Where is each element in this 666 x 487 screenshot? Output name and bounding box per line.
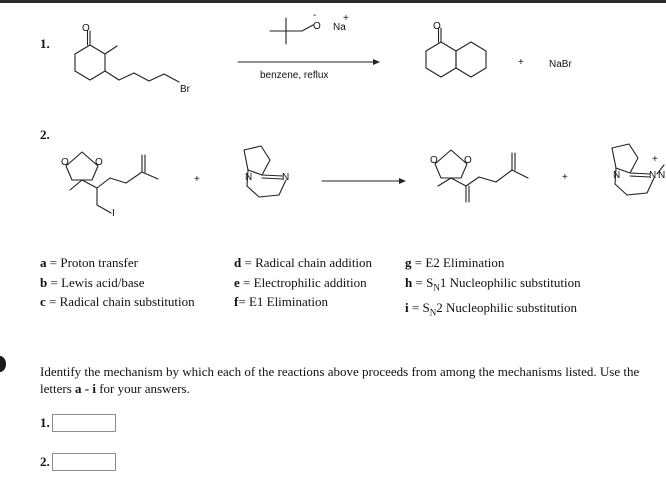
oxygen-label: O [464, 155, 472, 166]
answer-1-label: 1. [40, 415, 50, 430]
mechanism-g: g = E2 Elimination [405, 255, 505, 270]
reactant-2-structure [61, 152, 158, 219]
product-2-dbu-cation [612, 144, 665, 195]
minus-charge: - [313, 10, 317, 21]
nitrogen-label: N [649, 170, 657, 181]
legend-column-2 [234, 253, 372, 312]
nitrogen-label: N [245, 172, 253, 183]
answer-row-2 [40, 453, 116, 471]
oxygen-label: O [430, 155, 438, 166]
nitrogen-label: N [613, 170, 621, 181]
legend-column-1 [40, 253, 195, 312]
mechanism-b: b = Lewis acid/base [40, 274, 145, 290]
product-2-structure [430, 150, 528, 202]
mechanism-c: c = Radical chain substitution [40, 294, 195, 309]
plus-charge: + [652, 154, 658, 165]
page-edge-marker [0, 356, 6, 372]
letter-range: a - i [75, 381, 96, 396]
reaction-1-conditions: benzene, reflux [260, 70, 329, 81]
reaction-1-number: 1. [40, 36, 50, 51]
mechanism-i: $i = S_N2$ Nucleophilic substitution [405, 299, 578, 318]
reagent-dbu [244, 146, 289, 197]
mechanism-a: a = Proton transfer [40, 255, 138, 270]
plus-charge: + [343, 13, 349, 24]
question-text: Identify the mechanism by which each of the reactions above proceeds from among the mechanisms listed. Use the letters a - i for your answers. [40, 364, 640, 396]
bromine-label: Br [180, 84, 190, 95]
plus-sign: + [518, 57, 524, 68]
mechanism-e: e = Electrophilic addition [234, 274, 367, 290]
answer-2-label: 2. [40, 454, 50, 469]
plus-sign: + [194, 174, 200, 185]
reaction-2-number: 2. [40, 127, 50, 142]
reaction-1-arrowhead [373, 59, 380, 65]
oxygen-label: O [95, 157, 103, 168]
iodine-label: I [112, 208, 115, 219]
sodium-label: Na [333, 22, 346, 33]
mechanism-h: $h = S_N1$ Nucleophilic substitution [405, 274, 581, 293]
reaction-2-arrowhead [399, 178, 406, 184]
reaction-scheme [0, 0, 666, 230]
oxygen-label: O [82, 23, 90, 34]
legend-column-3 [405, 253, 581, 323]
nitrogen-label: N [658, 170, 666, 181]
mechanism-d: d = Radical chain addition [234, 255, 373, 270]
oxygen-label: O [313, 21, 321, 32]
byproduct-nabr: NaBr [549, 59, 572, 70]
nitrogen-label: N [282, 172, 290, 183]
answer-2-input[interactable] [52, 453, 116, 471]
reagent-tert-butoxide [270, 10, 349, 44]
answer-row-1 [40, 414, 116, 432]
plus-sign: + [562, 172, 568, 183]
product-1-structure [426, 21, 486, 77]
oxygen-label: O [61, 157, 69, 168]
oxygen-label: O [433, 21, 441, 32]
mechanism-f: f= E1 Elimination [234, 294, 329, 309]
reactant-1-structure [75, 23, 191, 95]
answer-1-input[interactable] [52, 414, 116, 432]
